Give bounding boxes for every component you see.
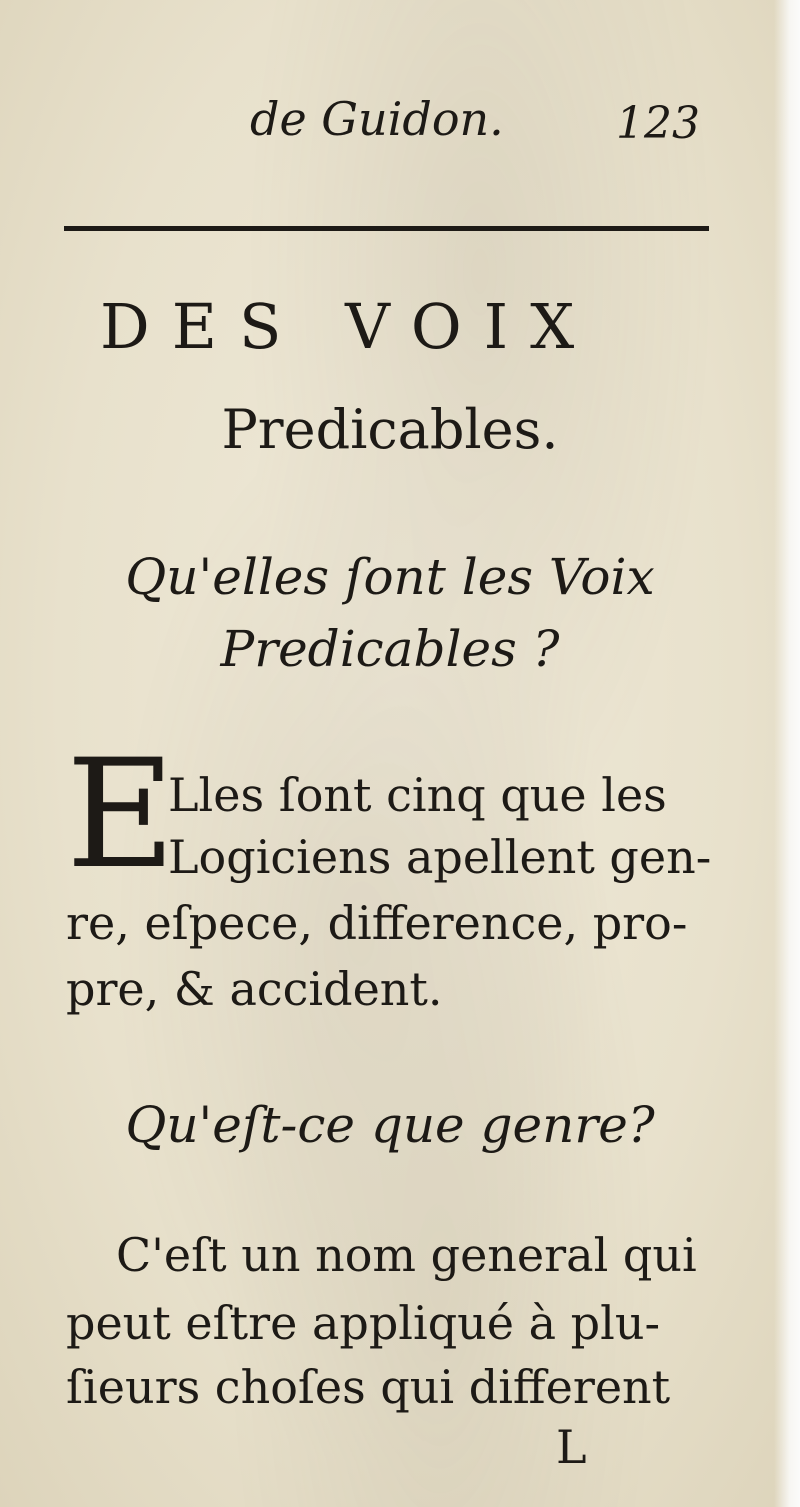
running-head: de Guidon.	[250, 92, 504, 146]
chapter-subtitle: Predicables.	[221, 398, 559, 461]
question-1-line-1: Qu'elles ſont les Voix	[125, 548, 655, 606]
drop-cap: E	[66, 728, 176, 902]
answer-2-line-2: peut eſtre appliqué à plu-	[66, 1296, 661, 1350]
answer-1-line-3: re, eſpece, difference, pro-	[66, 896, 688, 950]
question-2: Qu'eſt-ce que genre?	[125, 1096, 655, 1154]
signature-mark: L	[556, 1420, 587, 1474]
chapter-title: DES VOIX	[100, 290, 597, 363]
answer-1-line-1: Lles ſont cinq que les	[168, 768, 667, 822]
answer-2-line-1: C'eſt un nom general qui	[116, 1228, 697, 1282]
page-number: 123	[616, 98, 700, 149]
answer-1-line-4: pre, & accident.	[66, 962, 443, 1016]
answer-2-line-3: ſieurs choſes qui different	[66, 1360, 671, 1414]
answer-1-line-2: Logiciens apellent gen-	[168, 830, 712, 884]
scan-edge	[774, 0, 800, 1507]
question-1-line-2: Predicables ?	[220, 620, 560, 678]
header-rule	[64, 226, 709, 231]
